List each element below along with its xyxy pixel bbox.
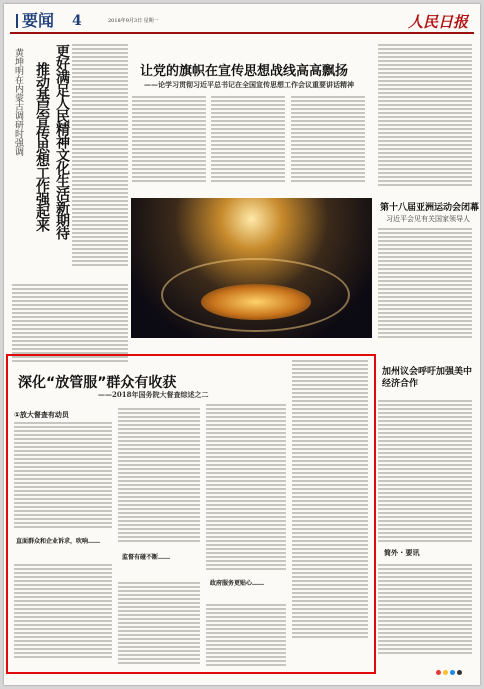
featured-body-1 [14, 422, 112, 530]
color-dot-icon [443, 670, 448, 675]
featured-body-2b [118, 582, 200, 666]
page-header [10, 10, 474, 34]
top-left-body [72, 44, 128, 268]
page-number: 4 [72, 13, 82, 29]
top-left-title-2 [32, 62, 52, 282]
subtitle-text: 黄坤明在内蒙古调研时强调 [13, 48, 23, 156]
featured-body-1b [14, 564, 112, 660]
featured-headline: 深化“放管服”群众有收获 [18, 375, 177, 391]
featured-body-3 [206, 404, 286, 572]
featured-pullquote-3: 政府服务更贴心…… [210, 580, 265, 587]
featured-pullquote-1: 直面群众和企业诉求，吹响…… [16, 538, 101, 545]
main-subheadline: ——论学习贯彻习近平总书记在全国宣传思想工作会议重要讲话精神 [144, 80, 354, 89]
issue-date: 2018年9月3日 星期一 [108, 18, 159, 24]
asian-games-photo [131, 198, 372, 338]
main-body-3 [291, 96, 365, 184]
california-headline-text: 加州议会呼吁加强美中经济合作 [382, 367, 473, 389]
asian-games-headline: 第十八届亚洲运动会闭幕 [380, 203, 480, 213]
section-label: 要闻 [22, 11, 55, 30]
main-headline: 让党的旗帜在宣传思想战线高高飘扬 [140, 64, 349, 79]
color-bar [434, 660, 462, 679]
top-left-title [52, 44, 72, 274]
asian-games-subtitle: 习近平会见有关国家领导人 [386, 215, 470, 223]
newspaper-page [4, 4, 480, 685]
title-line-1: 更好满足人民精神文化生活新期待 [54, 44, 70, 239]
asian-games-body [378, 228, 472, 340]
color-dot-icon [457, 670, 462, 675]
featured-body-4 [292, 360, 368, 640]
masthead-logo [408, 11, 468, 32]
brief-heading: 简外 · 要讯 [384, 549, 420, 557]
title-line-2: 推动基层宣传思想工作强起来 [34, 62, 50, 231]
right-top-body [378, 44, 472, 188]
masthead-text: 人民日报 [407, 13, 468, 31]
california-headline [382, 366, 472, 390]
featured-subheadline: ——2018年国务院大督查综述之二 [98, 390, 209, 399]
featured-body-3b [206, 604, 286, 668]
section-name [16, 10, 54, 32]
brief-body [378, 564, 472, 656]
featured-section-lead: ①放大督查有动员 [14, 411, 69, 419]
featured-pullquote-2: 监督有碰不断…… [122, 554, 171, 561]
section-bar-icon [16, 14, 18, 28]
top-left-subtitle [12, 48, 25, 198]
main-body-2 [211, 96, 285, 184]
color-dot-icon [436, 670, 441, 675]
left-lower-body [12, 284, 128, 364]
california-body [378, 400, 472, 544]
main-body-1 [132, 96, 206, 184]
featured-body-2 [118, 408, 200, 544]
stadium-stage [201, 284, 311, 320]
color-dot-icon [450, 670, 455, 675]
